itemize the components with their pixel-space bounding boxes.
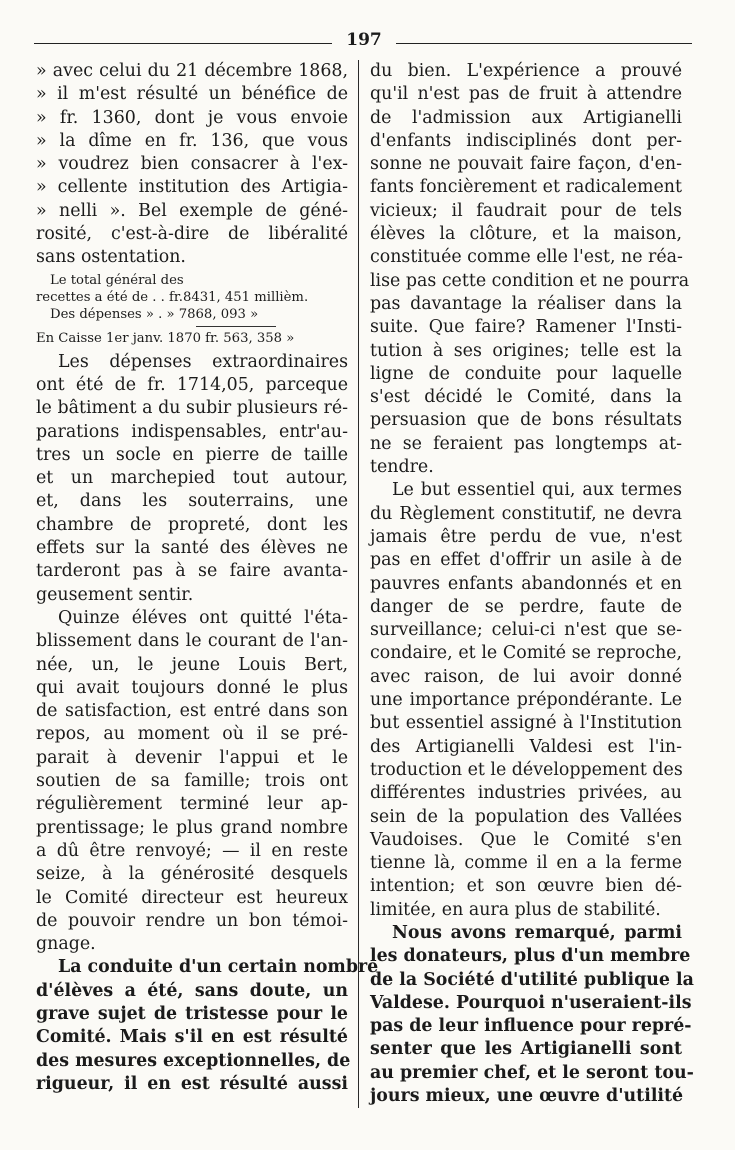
left-paragraph-1 (36, 60, 348, 270)
text-line: prentissage; le plus grand nombre (36, 817, 348, 838)
text-line: repos, au moment où il se pré- (36, 724, 348, 745)
page-number: 197 (346, 30, 382, 50)
text-line: et, dans les souterrains, une (36, 491, 348, 512)
left-paragraph-2 (36, 351, 348, 607)
text-line: » la dîme en fr. 136, que vous (36, 130, 348, 151)
text-line: pas davantage la réaliser dans la (370, 293, 682, 314)
text-line: » cellente institution des Artigia- (36, 177, 348, 198)
text-line: avec raison, de lui avoir donné (370, 666, 682, 687)
text-line: surveillance; celui-ci n'est que se- (370, 620, 682, 641)
text-line: pauvres enfants abandonnés et en (370, 573, 682, 594)
text-line: différentes industries privées, au (370, 783, 682, 804)
page-header (34, 30, 692, 54)
left-paragraph-3 (36, 607, 348, 956)
text-line: tution à ses origines; telle est la (370, 340, 682, 361)
text-line: d'enfants indisciplinés dont per- (370, 130, 682, 151)
text-line: » voudrez bien consacrer à l'ex- (36, 154, 348, 175)
text-line: intention; et son œuvre bien dé- (370, 876, 682, 897)
text-line: » il m'est résulté un bénéfice de (36, 84, 348, 105)
text-line: danger de se perdre, faute de (370, 596, 682, 617)
text-line: née, un, le jeune Louis Bert, (36, 654, 348, 675)
right-paragraph-2 (370, 479, 682, 922)
text-line: le Comité directeur est heureux (36, 887, 348, 908)
text-line: de l'admission aux Artigianelli (370, 107, 682, 128)
text-line: qui avait toujours donné le plus (36, 677, 348, 698)
right-paragraph-1 (370, 60, 690, 479)
text-line: d'élèves a été, sans doute, un (36, 980, 348, 1001)
text-line: élèves la clôture, et la maison, (370, 224, 682, 245)
text-line: lise pas cette condition et ne pourra (370, 270, 690, 291)
account-line: Le total général des (50, 272, 184, 288)
text-line: ligne de conduite pour laquelle (370, 363, 682, 384)
text-line: vicieux; il faudrait pour de tels (370, 200, 682, 221)
text-line: ne se feraient pas longtemps at- (370, 433, 682, 454)
left-column (36, 60, 379, 1096)
text-line: des mesures exceptionnelles, de (36, 1050, 351, 1071)
text-line: les donateurs, plus d'un membre (370, 946, 691, 967)
text-line: Valdese. Pourquoi n'useraient-ils (370, 992, 692, 1013)
text-line: au premier chef, et le seront tou- (370, 1062, 694, 1083)
text-line: geusement sentir. (36, 584, 194, 605)
sum-rule (196, 326, 276, 327)
text-line: jours mieux, une œuvre d'utilité (370, 1086, 684, 1107)
account-line: En Caisse 1er janv. 1870 fr. 563, 358 » (36, 330, 295, 346)
text-line: effets sur la santé des élèves ne (36, 538, 348, 559)
text-line: grave sujet de tristesse pour le (36, 1003, 348, 1024)
text-line: sein de la population des Vallées (370, 806, 682, 827)
text-line: but essentiel assigné à l'Institution (370, 713, 682, 734)
text-line: Les dépenses extraordinaires (58, 351, 348, 372)
column-divider (358, 60, 359, 1108)
text-line: ont été de fr. 1714,05, parceque (36, 374, 348, 395)
text-line: jamais être perdu de vue, n'est (370, 526, 682, 547)
text-line: pas en effet d'offrir un asile à de (370, 550, 682, 571)
text-line: Vaudoises. Que le Comité s'en (370, 829, 682, 850)
text-line: persuasion que de bons résultats (370, 410, 682, 431)
accounts-summary (36, 272, 348, 347)
text-line: tienne là, comme il en a la ferme (370, 853, 682, 874)
text-line: s'est décidé le Comité, dans la (370, 387, 682, 408)
text-line: le bâtiment a du subir plusieurs ré- (36, 398, 348, 419)
text-line: Quinze éléves ont quitté l'éta- (58, 607, 348, 628)
text-line: senter que les Artigianelli sont (370, 1039, 682, 1060)
text-line: Le but essentiel qui, aux termes (392, 480, 682, 501)
text-line: Comité. Mais s'il en est résulté (36, 1027, 348, 1048)
text-line: sans ostentation. (36, 247, 186, 268)
text-line: constituée comme elle l'est, ne réa- (370, 247, 683, 268)
account-line: Des dépenses » . » 7868, 093 » (50, 306, 259, 322)
text-line: qu'il n'est pas de fruit à attendre (370, 84, 682, 105)
text-line: Nous avons remarqué, parmi (392, 922, 682, 943)
text-line: condaire, et le Comité se reproche, (370, 643, 682, 664)
text-line: pas de leur influence pour repré- (370, 1016, 692, 1037)
text-line: rosité, c'est-à-dire de libéralité (36, 224, 348, 245)
account-line: recettes a été de . . fr.8431, 451 millièm. (36, 289, 309, 305)
text-line: une importance prépondérante. Le (370, 690, 682, 711)
text-line: seize, à la générosité desquels (36, 864, 348, 885)
text-line: du Règlement constitutif, ne devra (370, 503, 682, 524)
text-line: de satisfaction, est entré dans son (36, 701, 348, 722)
right-paragraph-3 (370, 922, 694, 1108)
text-line: et un marchepied tout autour, (36, 468, 348, 489)
text-line: parait à devenir l'appui et le (36, 747, 348, 768)
text-line: parations indispensables, entr'au- (36, 421, 348, 442)
text-line: limitée, en aura plus de stabilité. (370, 899, 661, 920)
text-line: blissement dans le courant de l'an- (36, 631, 348, 652)
text-line: » nelli ». Bel exemple de géné- (36, 200, 348, 221)
right-column (370, 60, 694, 1108)
header-rule-left (34, 43, 332, 44)
text-line: de la Société d'utilité publique la (370, 969, 694, 990)
text-line: rigueur, il en est résulté aussi (36, 1073, 348, 1094)
text-line: » fr. 1360, dont je vous envoie (36, 107, 348, 128)
left-paragraph-4 (36, 956, 379, 1096)
text-line: régulièrement terminé leur ap- (36, 794, 348, 815)
text-line: suite. Que faire? Ramener l'Insti- (370, 317, 682, 338)
text-line: tres un socle en pierre de taille (36, 444, 348, 465)
header-rule-right (396, 43, 692, 44)
text-line: fants foncièrement et radicalement (370, 177, 682, 198)
text-line: des Artigianelli Valdesi est l'in- (370, 736, 682, 757)
text-line: La conduite d'un certain nombre (58, 957, 379, 978)
text-line: a dû être renvoyé; — il en reste (36, 840, 348, 861)
text-line: sonne ne pouvait faire façon, d'en- (370, 154, 682, 175)
text-line: du bien. L'expérience a prouvé (370, 61, 682, 81)
text-line: tarderont pas à se faire avanta- (36, 561, 348, 582)
text-line: gnage. (36, 934, 96, 955)
text-line: tendre. (370, 457, 434, 478)
text-line: troduction et le développement des (370, 759, 683, 780)
text-line: de pouvoir rendre un bon témoi- (36, 910, 348, 931)
text-line: » avec celui du 21 décembre 1868, (36, 61, 348, 81)
text-line: soutien de sa famille; trois ont (36, 771, 348, 792)
text-line: chambre de propreté, dont les (36, 514, 348, 535)
